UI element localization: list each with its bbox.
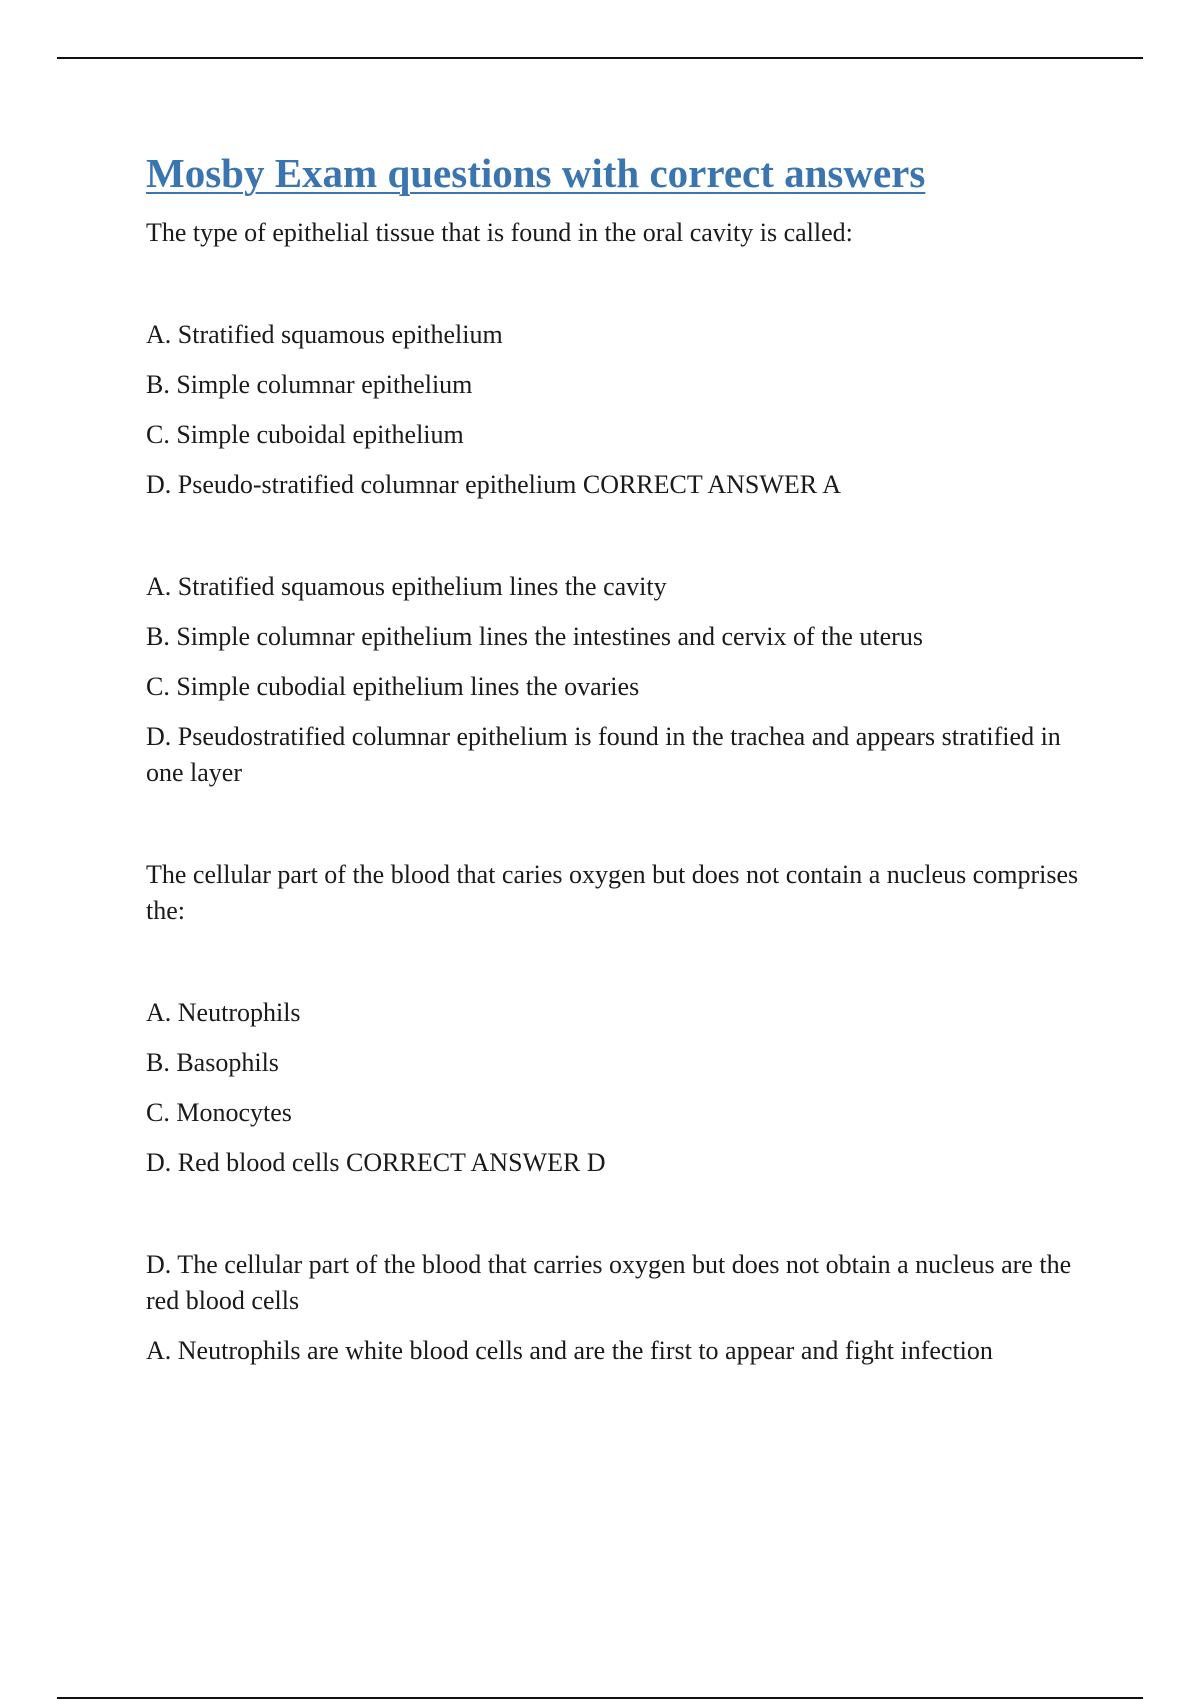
question-2-option-d: D. Red blood cells CORRECT ANSWER D [146, 1148, 606, 1177]
question-1-stem: The type of epithelial tissue that is found in the oral cavity is called: [146, 218, 853, 247]
question-2-option-a: A. Neutrophils [146, 998, 301, 1027]
question-2-option-c: C. Monocytes [146, 1098, 292, 1127]
document-body [146, 145, 1086, 1369]
question-1-options [146, 317, 1086, 503]
question-2-stem: The cellular part of the blood that caries oxygen but does not contain a nucleus comprises the: [146, 860, 1079, 925]
question-1-option-b: B. Simple columnar epithelium [146, 370, 473, 399]
question-2-explanation-a: A. Neutrophils are white blood cells and are the first to appear and fight infection [146, 1336, 993, 1365]
question-2-explanations [146, 1247, 1086, 1369]
question-1-option-c: C. Simple cuboidal epithelium [146, 420, 464, 449]
question-1-explanation-d: D. Pseudostratified columnar epithelium is found in the trachea and appears stratified in one layer [146, 722, 1061, 787]
question-1-option-d: D. Pseudo-stratified columnar epithelium CORRECT ANSWER A [146, 470, 841, 499]
question-1-explanations [146, 569, 1086, 791]
bottom-rule [57, 1697, 1143, 1699]
question-1-explanation-b: B. Simple columnar epithelium lines the intestines and cervix of the uterus [146, 622, 923, 651]
document-title: Mosby Exam questions with correct answers [146, 150, 926, 196]
question-1-explanation-c: C. Simple cubodial epithelium lines the ovaries [146, 672, 640, 701]
question-2-option-b: B. Basophils [146, 1048, 279, 1077]
question-1-explanation-a: A. Stratified squamous epithelium lines the cavity [146, 572, 667, 601]
question-2-options [146, 995, 1086, 1181]
top-rule [57, 57, 1143, 59]
question-2-explanation-d: D. The cellular part of the blood that carries oxygen but does not obtain a nucleus are the red blood cells [146, 1250, 1072, 1315]
question-1-option-a: A. Stratified squamous epithelium [146, 320, 503, 349]
